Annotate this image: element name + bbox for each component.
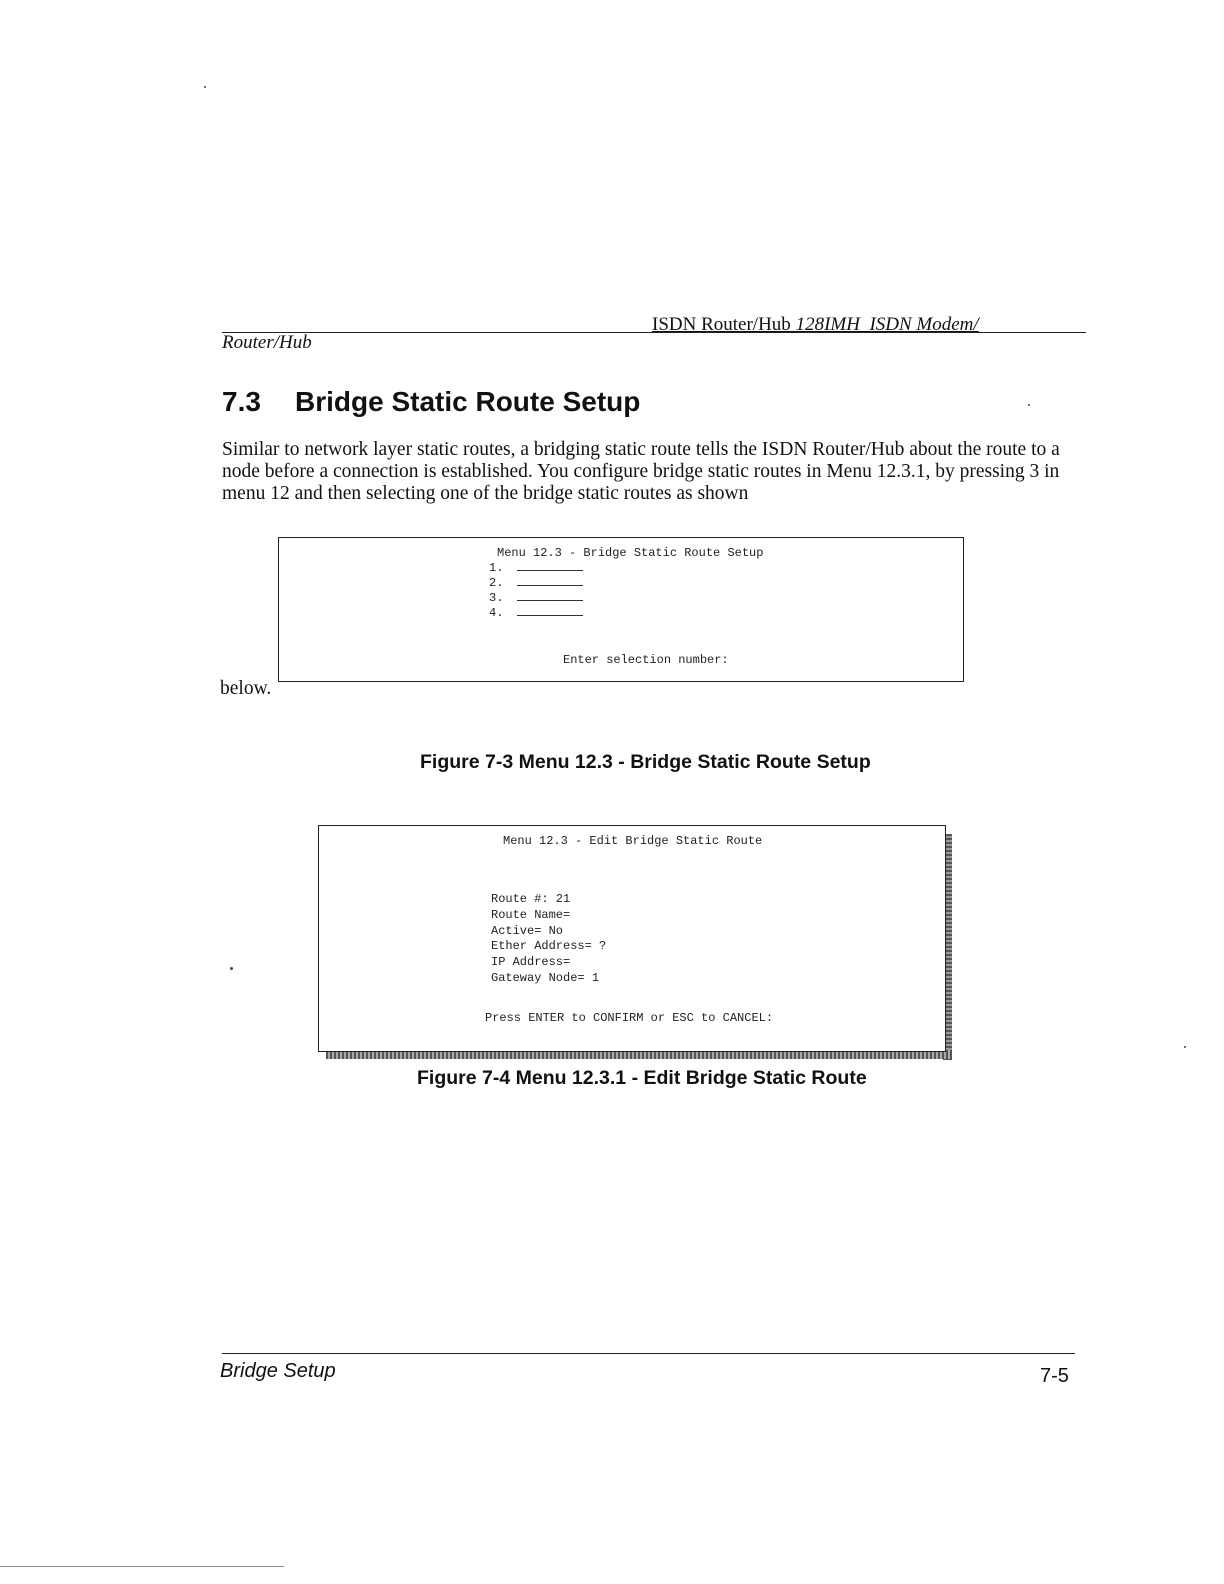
scan-speck: [1184, 1046, 1186, 1048]
scan-speck: [204, 86, 206, 88]
field-active[interactable]: Active= No: [491, 924, 564, 938]
field-ip-address[interactable]: IP Address=: [491, 955, 571, 969]
page-number: 7-5: [1040, 1365, 1069, 1387]
scan-speck: [230, 967, 233, 970]
selection-prompt[interactable]: Enter selection number:: [563, 653, 729, 667]
body-paragraph-tail: below.: [220, 678, 272, 699]
menu-title: Menu 12.3 - Edit Bridge Static Route: [503, 834, 763, 848]
body-paragraph: Similar to network layer static routes, a bridging static route tells the ISDN Router/Hub about the route to a node before a connection is established. You configure bridge static routes in Menu 12.3.1, by pressing 3 in menu 12 and then selecting one of the bridge static routes as shown: [222, 439, 1060, 504]
running-header-subtitle: Router/Hub: [222, 332, 312, 353]
menu-item-4[interactable]: 4.: [489, 605, 583, 621]
confirm-prompt[interactable]: Press ENTER to CONFIRM or ESC to CANCEL:: [485, 1011, 774, 1025]
menu-item-1[interactable]: 1.: [489, 560, 583, 576]
running-header-title: ISDN Router/Hub 128IMH ISDN Modem/: [652, 314, 979, 335]
edit-bridge-static-route-screen: [318, 825, 946, 1052]
figure-caption-7-3: Figure 7-3 Menu 12.3 - Bridge Static Route Setup: [420, 751, 871, 773]
field-route-number[interactable]: Route #: 21: [491, 892, 571, 906]
footer-rule: [222, 1353, 1075, 1354]
figure-caption-7-4: Figure 7-4 Menu 12.3.1 - Edit Bridge Static Route: [417, 1067, 867, 1089]
field-gateway-node[interactable]: Gateway Node= 1: [491, 971, 600, 985]
menu-item-3[interactable]: 3.: [489, 590, 583, 606]
field-ether-address[interactable]: Ether Address= ?: [491, 939, 607, 953]
menu-item-2[interactable]: 2.: [489, 575, 583, 591]
menu-title: Menu 12.3 - Bridge Static Route Setup: [497, 546, 764, 560]
field-route-name[interactable]: Route Name=: [491, 908, 571, 922]
header-rule: [222, 332, 1086, 333]
scan-edge-line: [0, 1566, 284, 1567]
menu-12-3-screen: [278, 537, 964, 682]
section-number: 7.3: [222, 386, 261, 417]
scan-speck: [1028, 404, 1030, 406]
section-title: Bridge Static Route Setup: [295, 386, 641, 417]
footer-chapter: Bridge Setup: [220, 1360, 336, 1382]
